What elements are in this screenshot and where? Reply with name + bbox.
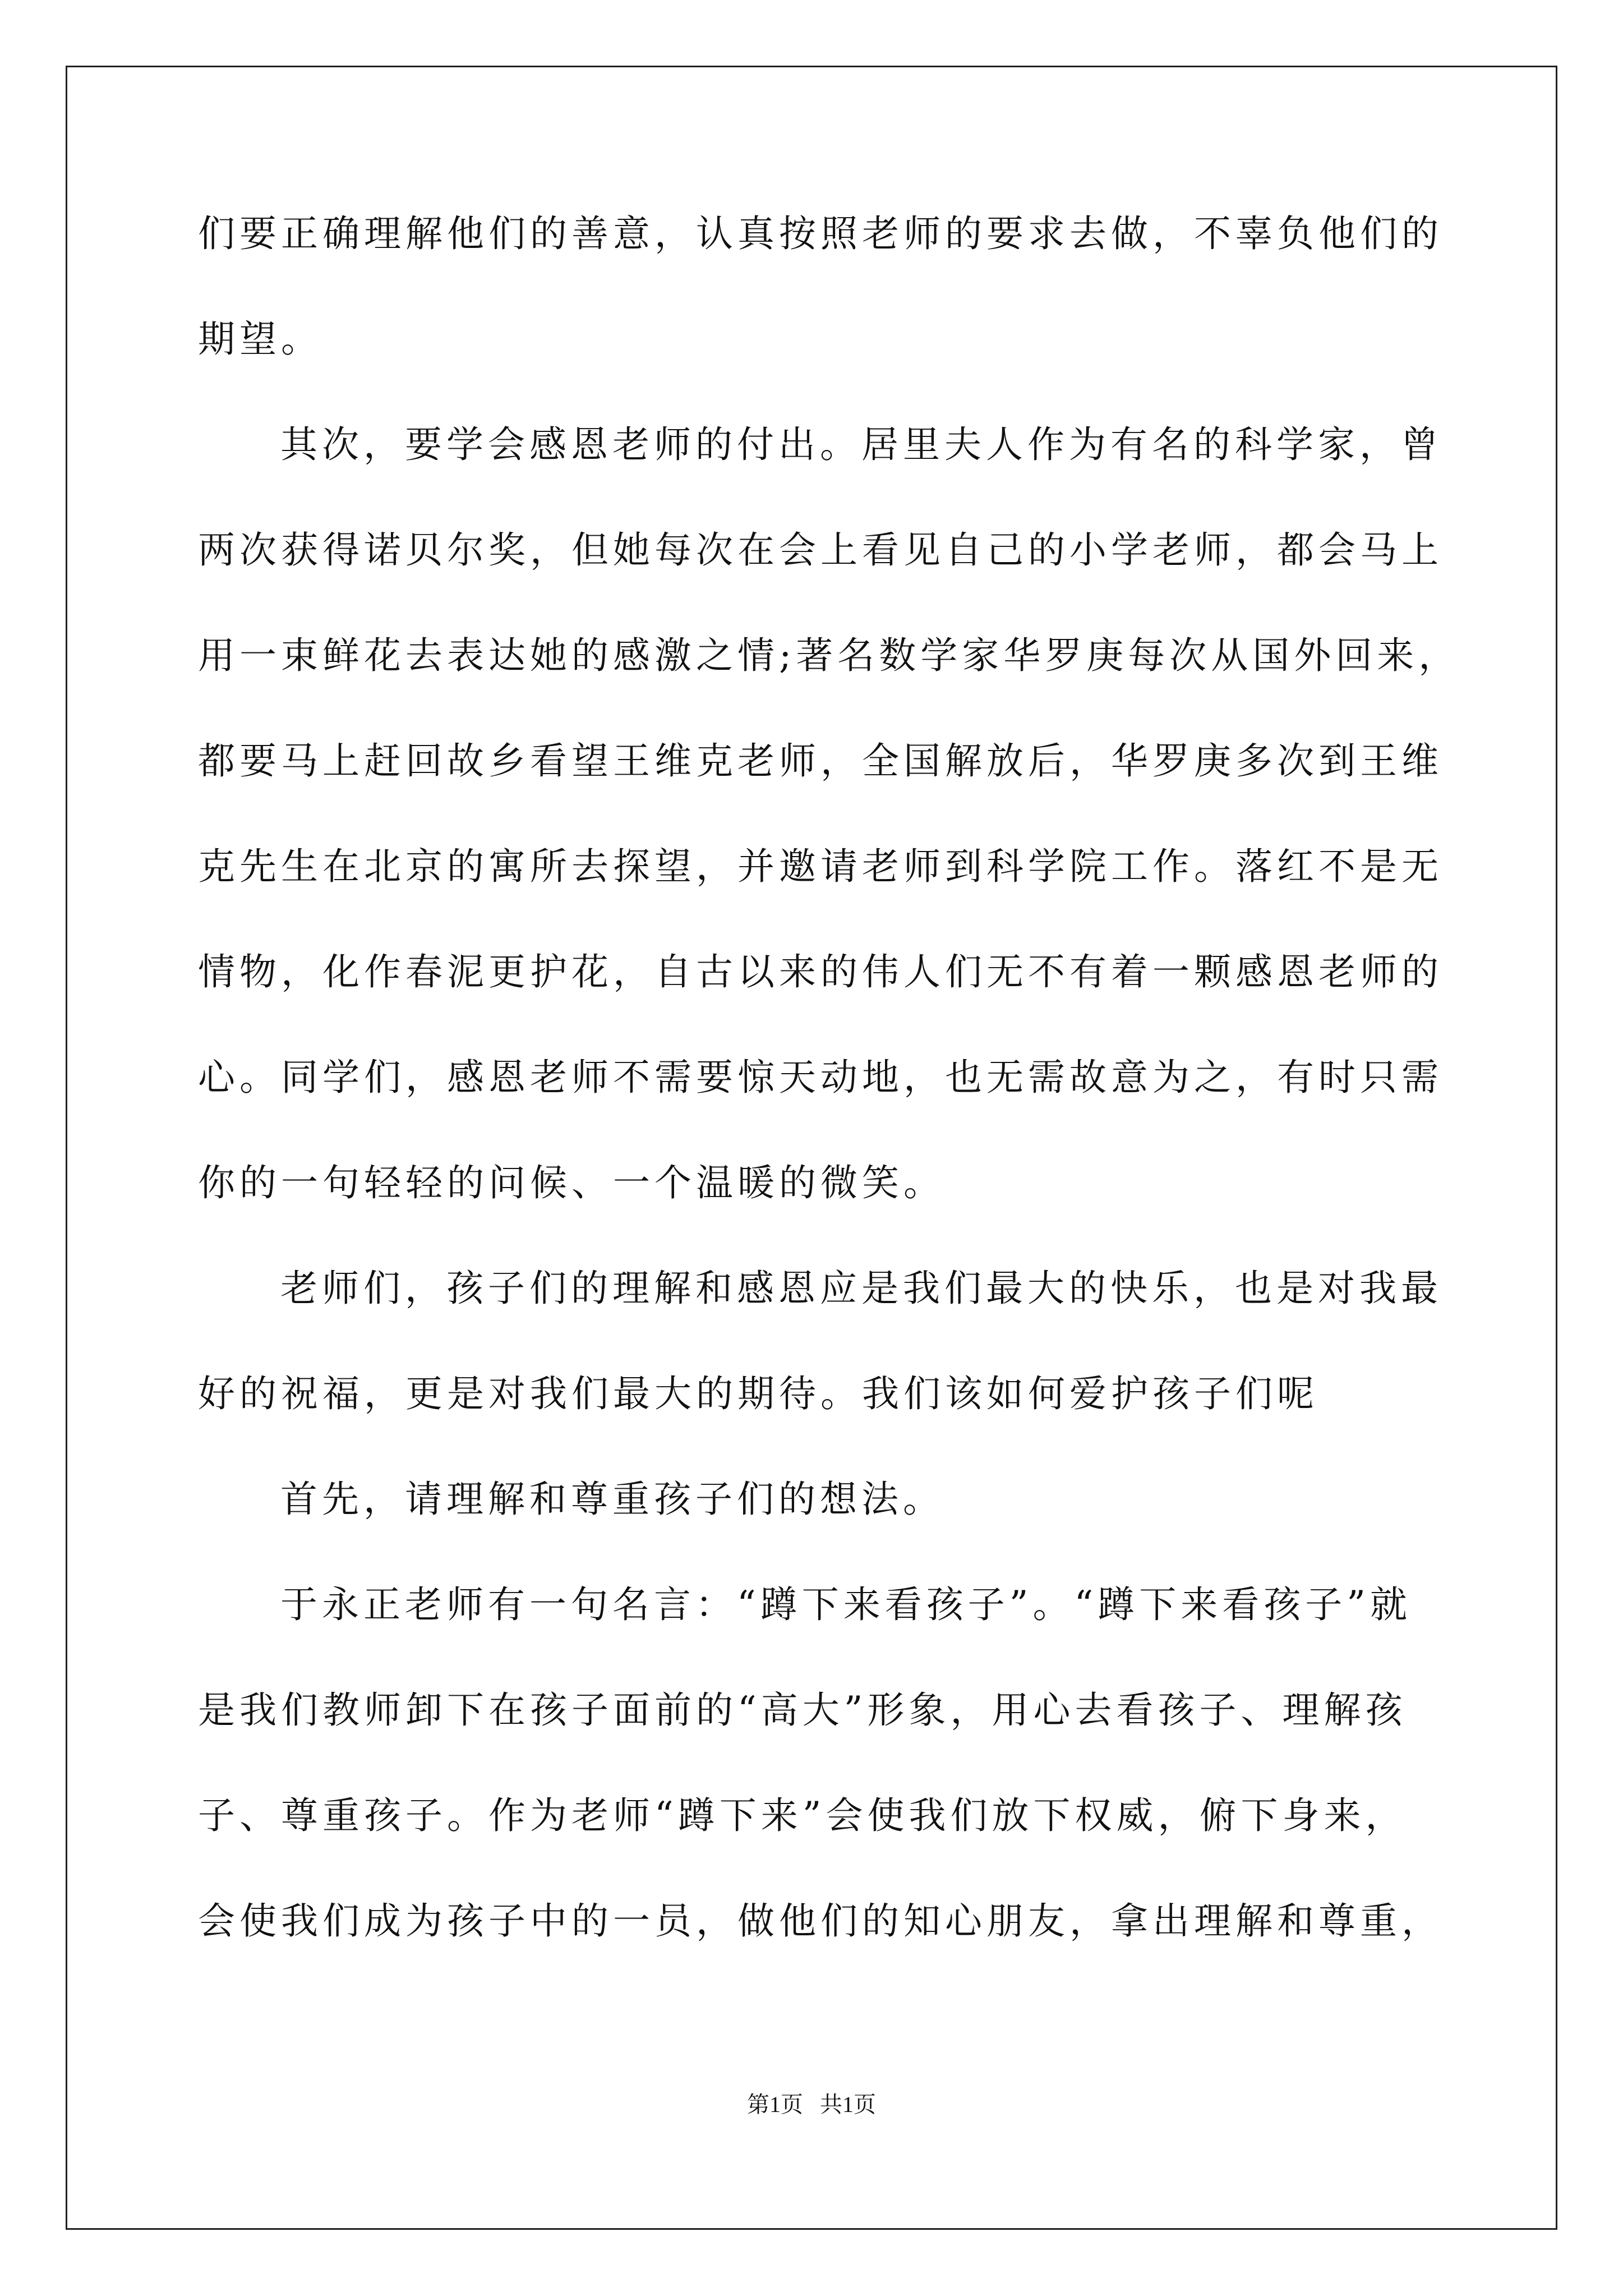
- paragraph-first-line: 其次，要学会感恩老师的付出。居里夫人作为有名的科学家，曾: [280, 423, 1442, 466]
- text-line: 会使我们成为孩子中的一员，做他们的知心朋友，拿出理解和尊重，: [198, 1899, 1443, 1943]
- text-line: 都要马上赶回故乡看望王维克老师，全国解放后，华罗庚多次到王维: [198, 739, 1443, 783]
- text-line: 克先生在北京的寓所去探望，并邀请老师到科学院工作。落红不是无: [198, 845, 1443, 888]
- paragraph-first-line: 首先，请理解和尊重孩子们的想法。: [280, 1478, 944, 1521]
- page-footer: 第1页 共1页: [747, 2092, 876, 2117]
- text-line: 你的一句轻轻的问候、一个温暖的微笑。: [198, 1161, 945, 1204]
- text-line: 心。同学们，感恩老师不需要惊天动地，也无需故意为之，有时只需: [198, 1056, 1443, 1099]
- text-line: 好的祝福，更是对我们最大的期待。我们该如何爱护孩子们呢: [198, 1372, 1318, 1415]
- paragraph-first-line: 于永正老师有一句名言：“蹲下来看孩子”。“蹲下来看孩子”就: [280, 1583, 1412, 1626]
- text-line: 子、尊重孩子。作为老师“蹲下来”会使我们放下权威，俯下身来，: [198, 1794, 1407, 1837]
- paragraph-first-line: 老师们，孩子们的理解和感恩应是我们最大的快乐，也是对我最: [280, 1267, 1442, 1310]
- text-line: 情物，化作春泥更护花，自古以来的伟人们无不有着一颗感恩老师的: [198, 950, 1443, 993]
- text-line: 两次获得诺贝尔奖，但她每次在会上看见自己的小学老师，都会马上: [198, 528, 1443, 572]
- text-line: 用一束鲜花去表达她的感激之情;著名数学家华罗庚每次从国外回来，: [198, 634, 1460, 677]
- text-line: 是我们教师卸下在孩子面前的“高大”形象，用心去看孩子、理解孩: [198, 1688, 1407, 1732]
- text-line: 期望。: [198, 318, 322, 361]
- text-line: 们要正确理解他们的善意，认真按照老师的要求去做，不辜负他们的: [198, 212, 1443, 255]
